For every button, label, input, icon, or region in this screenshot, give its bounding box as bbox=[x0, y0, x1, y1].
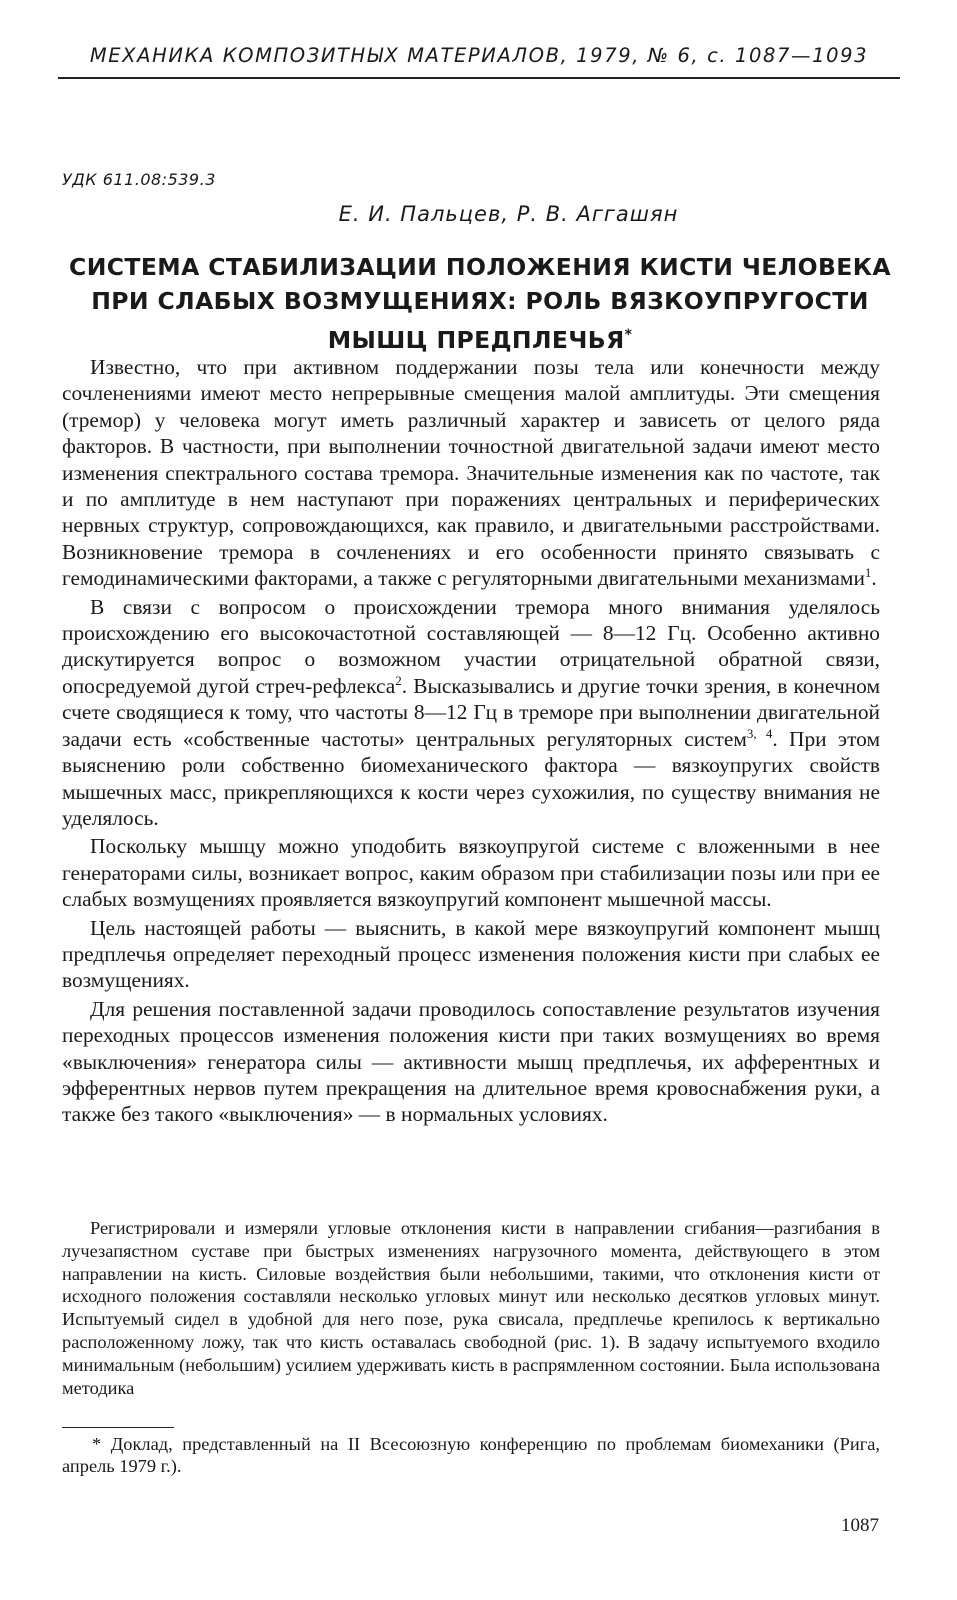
reference-mark: 1 bbox=[864, 565, 872, 581]
methods-section bbox=[62, 1217, 880, 1399]
paragraph-1-tail: . bbox=[871, 566, 877, 591]
article-title bbox=[40, 250, 920, 357]
title-footnote-mark: * bbox=[624, 327, 633, 343]
authors: Е. И. Пальцев, Р. В. Аггашян bbox=[338, 202, 679, 226]
paragraph-1-text: Известно, что при активном поддержании позы тела или конечности между сочленениями имеют место непрерывные смещения малой амплитуды. Эти смещения (тремор) у человека могут иметь различный характер и зависеть от целого ряда факторов. В частности, при выполнении точностной двигательной задачи имеют место изменения спектрального состава тремора. Значительные изменения как по частоте, так и по амплитуде в нем наступают при поражениях центральных и периферических нервных структур, сопровождающихся, как правило, и двигательными расстройствами. Возникновение тремора в сочленениях и его особенности принято связывать с гемодинамическими факторами, а также с регуляторными двигательными механизмами bbox=[62, 355, 880, 591]
paragraph-2-text-a: В связи с вопросом о происхождении тремора много внимания уделялось происхождению его высокочастотной составляющей — 8—12 Гц. Особенно активно дискутируется вопрос о возможном участии отрицательной обратной связи, опосредуемой дугой стреч-рефлекса bbox=[62, 594, 880, 698]
paragraph-2 bbox=[62, 594, 880, 832]
title-line-1: СИСТЕМА СТАБИЛИЗАЦИИ ПОЛОЖЕНИЯ КИСТИ ЧЕЛОВЕКА bbox=[69, 253, 891, 281]
paragraph-4: Цель настоящей работы — выяснить, в какой мере вязкоупругий компонент мышц предплечья определяет переходный процесс изменения положения кисти при слабых ее возмущениях. bbox=[62, 915, 880, 993]
page-number: 1087 bbox=[841, 1515, 879, 1536]
paragraph-2-text-b: . Высказывались и другие точки зрения, в конечном счете сводящиеся к тому, что частоты 8—12 Гц в треморе при выполнении двигательной задачи есть «собственные частоты» центральных регуляторных систем bbox=[62, 673, 880, 751]
paragraph-3: Поскольку мышцу можно уподобить вязкоупругой системе с вложенными в нее генераторами силы, возникает вопрос, каким образом при стабилизации позы или при ее слабых возмущениях проявляется вязкоупругий компонент мышечной массы. bbox=[62, 834, 880, 912]
methods-paragraph: Регистрировали и измеряли угловые отклонения кисти в направлении сгибания—разгибания в лучезапястном суставе при быстрых изменениях нагрузочного момента, действующего в этом направлении на кисть. Силовые воздействия были небольшими, такими, что отклонения кисти от исходного положения составляли несколько угловых минут или несколько десятков угловых минут. Испытуемый сидел в удобной для него позе, рука свисала, предплечье крепилось к вертикально расположенному ложу, так что кисть оставалась свободной (рис. 1). В задачу испытуемого входило минимальным (небольшим) усилием удерживать кисть в распрямленном состоянии. Была использована методика bbox=[62, 1218, 880, 1398]
header-rule bbox=[58, 77, 900, 79]
footnote bbox=[62, 1433, 880, 1477]
running-head: МЕХАНИКА КОМПОЗИТНЫХ МАТЕРИАЛОВ, 1979, № 6, с. 1087—1093 bbox=[89, 44, 869, 67]
title-line-3 bbox=[40, 318, 920, 357]
paragraph-2-text-c: . При этом выяснению роли собственно биомеханического фактора — вязкоупругих свойств мышечных масс, прикрепляющихся к кости через сухожилия, по существу внимания не уделялось. bbox=[62, 726, 880, 830]
title-line-2: ПРИ СЛАБЫХ ВОЗМУЩЕНИЯХ: РОЛЬ ВЯЗКОУПРУГОСТИ bbox=[91, 287, 869, 315]
reference-mark: 2 bbox=[395, 672, 402, 688]
udk-code: УДК 611.08:539.3 bbox=[62, 170, 216, 189]
paragraph-5: Для решения поставленной задачи проводилось сопоставление результатов изучения переходных процессов изменения положения кисти при таких возмущениях во время «выключения» генератора силы — активности мышц предплечья, их афферентных и эфферентных нервов путем прекращения на длительное время кровоснабжения руки, а также без такого «выключения» — в нормальных условиях. bbox=[62, 996, 880, 1127]
reference-mark: 3, 4 bbox=[746, 725, 773, 741]
title-line-3-text: МЫШЦ ПРЕДПЛЕЧЬЯ bbox=[327, 325, 625, 354]
paragraph-1 bbox=[62, 354, 880, 592]
footnote-rule bbox=[62, 1427, 174, 1428]
footnote-text: * Доклад, представленный на II Всесоюзную конференцию по проблемам биомеханики (Рига, апрель 1979 г.). bbox=[62, 1434, 880, 1476]
article-body bbox=[62, 354, 880, 1128]
